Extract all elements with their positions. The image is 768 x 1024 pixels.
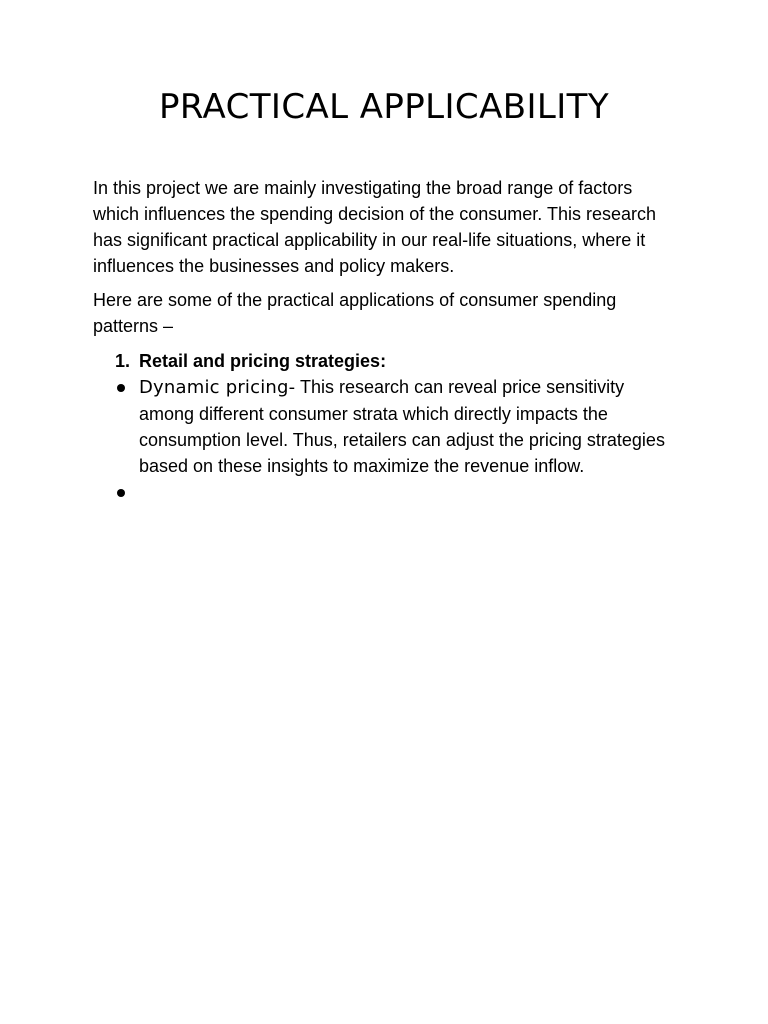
intro-paragraph: In this project we are mainly investigating the broad range of factors which influences the spending decision of the consumer. This research has significant practical applicability in our real-life situations, where it influences the businesses and policy makers.	[93, 178, 656, 276]
bullet-dot-icon	[117, 384, 125, 392]
bullet-lead-term: Dynamic pricing-	[139, 377, 296, 398]
bullet-text: This research can reveal price sensitivity among different consumer strata which directly impacts the consumption level. Thus, retailers can adjust the pricing strategies based on these insights to maximize the revenue inflow.	[139, 377, 665, 476]
bullet-dot-icon	[117, 489, 125, 497]
bullet-list-item-empty	[93, 479, 673, 505]
bullet-list	[93, 374, 673, 505]
applications-intro-paragraph: Here are some of the practical applications of consumer spending patterns –	[93, 290, 617, 336]
list-number: 1.	[115, 351, 131, 371]
numbered-list-item	[93, 348, 673, 374]
page-title: PRACTICAL APPLICABILITY	[159, 87, 609, 127]
numbered-list	[93, 348, 673, 374]
bullet-list-item	[93, 374, 673, 479]
section-heading: Retail and pricing strategies:	[139, 351, 387, 371]
